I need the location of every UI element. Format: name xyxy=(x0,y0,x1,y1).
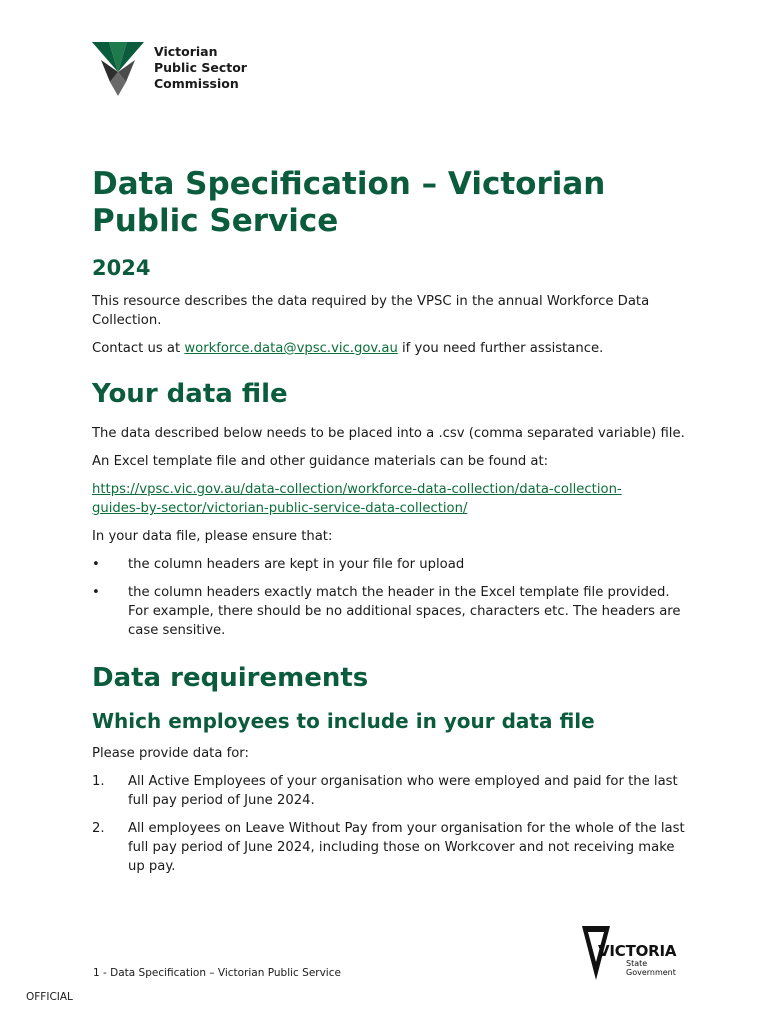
title-line-2: Public Service xyxy=(92,203,339,239)
state-label: State xyxy=(626,959,648,968)
csv-paragraph: The data described below needs to be placed into a .csv (comma separated variable) file. xyxy=(92,426,685,441)
vpsc-logo xyxy=(92,42,247,96)
section-heading-data-requirements: Data requirements xyxy=(92,663,369,693)
list-item-text: All employees on Leave Without Pay from your organisation for the whole of the last full pay period of June 2024, including those on Workcover and not receiving make up pay. xyxy=(128,821,685,874)
org-name-line-1: Victorian xyxy=(154,44,218,59)
document-year: 2024 xyxy=(92,256,151,280)
ensure-bullet-list xyxy=(92,555,692,640)
contact-paragraph xyxy=(92,339,692,358)
template-paragraph: An Excel template file and other guidance materials can be found at: xyxy=(92,454,549,469)
guidance-url-line-1: https://vpsc.vic.gov.au/data-collection/workforce-data-collection/data-collection- xyxy=(92,482,622,497)
page-footer-label: 1 - Data Specification – Victorian Public Service xyxy=(93,967,341,979)
contact-email-link[interactable]: workforce.data@vpsc.vic.gov.au xyxy=(184,341,398,356)
guidance-url-paragraph xyxy=(92,480,692,518)
list-item-text: All Active Employees of your organisation who were employed and paid for the last full pay period of June 2024. xyxy=(128,774,678,808)
ensure-paragraph: In your data file, please ensure that: xyxy=(92,529,333,544)
guidance-url-line-2: guides-by-sector/victorian-public-service-data-collection/ xyxy=(92,501,468,516)
org-name-line-2: Public Sector xyxy=(154,60,247,75)
document-body xyxy=(92,166,692,885)
list-item xyxy=(92,555,692,574)
section-heading-your-data-file: Your data file xyxy=(92,379,288,409)
classification-label: OFFICIAL xyxy=(26,991,73,1003)
victoria-wordmark: VICTORIA xyxy=(598,942,677,960)
bullet-text: the column headers exactly match the header in the Excel template file provided. For example, there should be no additional spaces, characters etc. The headers are case sensitive. xyxy=(128,585,681,638)
contact-suffix: if you need further assistance. xyxy=(397,341,604,356)
vpsc-triangle-logo-icon xyxy=(92,42,144,96)
org-name-line-3: Commission xyxy=(154,76,239,91)
contact-prefix: Contact us at xyxy=(92,341,185,356)
title-line-1: Data Specification – Victorian xyxy=(92,166,606,202)
guidance-url-link[interactable] xyxy=(92,482,622,516)
government-label: Government xyxy=(626,968,676,977)
subheading-which-employees: Which employees to include in your data file xyxy=(92,709,595,733)
bullet-text: the column headers are kept in your file for upload xyxy=(128,557,465,572)
provide-data-paragraph: Please provide data for: xyxy=(92,746,249,761)
list-number: 1. xyxy=(92,774,105,789)
employee-numbered-list xyxy=(92,772,692,876)
bullet-marker: • xyxy=(92,557,100,572)
list-item xyxy=(92,772,692,810)
intro-paragraph: This resource describes the data required by the VPSC in the annual Workforce Data Collection. xyxy=(92,294,650,328)
bullet-marker: • xyxy=(92,585,100,600)
state-government-label xyxy=(626,959,676,977)
document-title xyxy=(92,166,692,240)
vpsc-wordmark xyxy=(154,44,247,92)
list-item xyxy=(92,583,692,640)
list-item xyxy=(92,819,692,876)
list-number: 2. xyxy=(92,821,105,836)
